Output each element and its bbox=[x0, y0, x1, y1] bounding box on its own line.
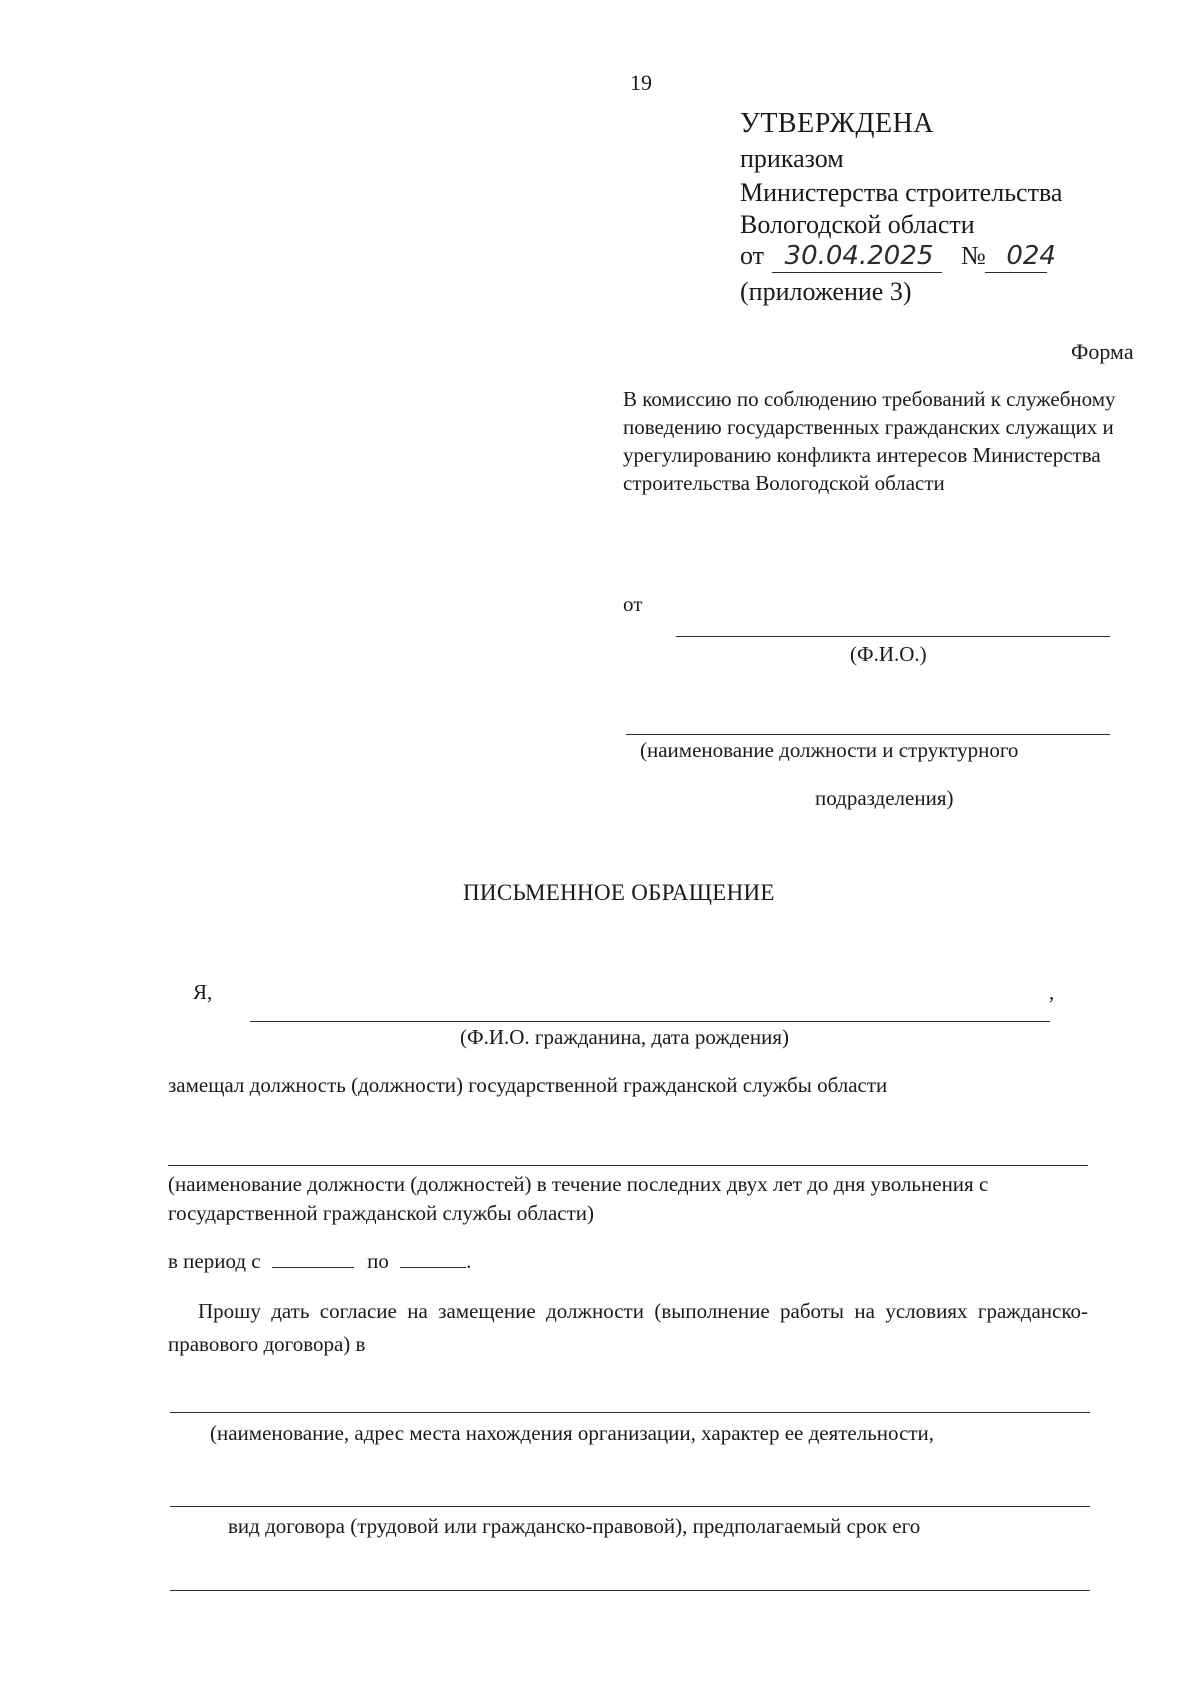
sender-position-caption: (наименование должности и структурного bbox=[640, 738, 1019, 762]
approval-title: УТВЕРЖДЕНА bbox=[740, 108, 935, 139]
organization-field[interactable] bbox=[170, 1412, 1090, 1413]
approval-date-row bbox=[740, 241, 1056, 271]
approval-appendix: (приложение 3) bbox=[740, 277, 912, 306]
sender-from-label: от bbox=[623, 592, 643, 616]
form-label: Форма bbox=[1071, 339, 1134, 364]
applicant-comma: , bbox=[1049, 980, 1055, 1004]
approval-ministry: Министерства строительства bbox=[740, 178, 1063, 207]
approval-number-underline bbox=[985, 272, 1047, 273]
contract-caption: вид договора (трудовой или гражданско-правовой), предполагаемый срок его bbox=[228, 1514, 921, 1538]
held-post-field[interactable] bbox=[168, 1165, 1088, 1166]
request-paragraph: Прошу дать согласие на замещение должности (выполнение работы на условиях гражданско-правового договора) в bbox=[168, 1299, 1088, 1356]
approval-order: приказом bbox=[740, 144, 844, 173]
applicant-label: Я, bbox=[193, 980, 213, 1004]
period-row bbox=[168, 1249, 471, 1274]
approval-date: 30.04.2025 bbox=[784, 241, 934, 271]
sender-position-caption-continued: подразделения) bbox=[815, 786, 954, 810]
approval-from-label: от bbox=[740, 241, 765, 270]
addressee-block: В комиссию по соблюдению требований к служебному поведению государственных гражданских служащих и урегулированию конфликта интересов Министерства строительства Вологодской области bbox=[623, 387, 1116, 495]
contract-term-field[interactable] bbox=[170, 1590, 1090, 1591]
approval-number: 024 bbox=[1006, 241, 1056, 271]
applicant-name-caption: (Ф.И.О. гражданина, дата рождения) bbox=[460, 1025, 789, 1049]
period-to-field[interactable] bbox=[400, 1249, 466, 1268]
held-position-text: замещал должность (должности) государственной гражданской службы области bbox=[168, 1073, 888, 1097]
approval-date-underline bbox=[772, 272, 942, 273]
period-from-label: в период с bbox=[168, 1249, 261, 1273]
sender-name-caption: (Ф.И.О.) bbox=[850, 642, 927, 666]
sender-name-field[interactable] bbox=[676, 636, 1110, 637]
period-end-dot: . bbox=[466, 1249, 472, 1273]
applicant-name-field[interactable] bbox=[250, 1021, 1050, 1022]
sender-position-field[interactable] bbox=[626, 734, 1110, 735]
held-post-caption: (наименование должности (должностей) в течение последних двух лет до дня увольнения с государственной гражданской службы области) bbox=[168, 1172, 989, 1225]
period-from-field[interactable] bbox=[272, 1249, 354, 1268]
page-number: 19 bbox=[630, 70, 652, 95]
approval-number-label: № bbox=[961, 241, 986, 270]
approval-region: Вологодской области bbox=[740, 210, 975, 239]
period-to-label: по bbox=[367, 1249, 389, 1273]
document-title: ПИСЬМЕННОЕ ОБРАЩЕНИЕ bbox=[463, 880, 775, 905]
contract-field[interactable] bbox=[170, 1506, 1090, 1507]
organization-caption: (наименование, адрес места нахождения организации, характер ее деятельности, bbox=[210, 1421, 935, 1445]
